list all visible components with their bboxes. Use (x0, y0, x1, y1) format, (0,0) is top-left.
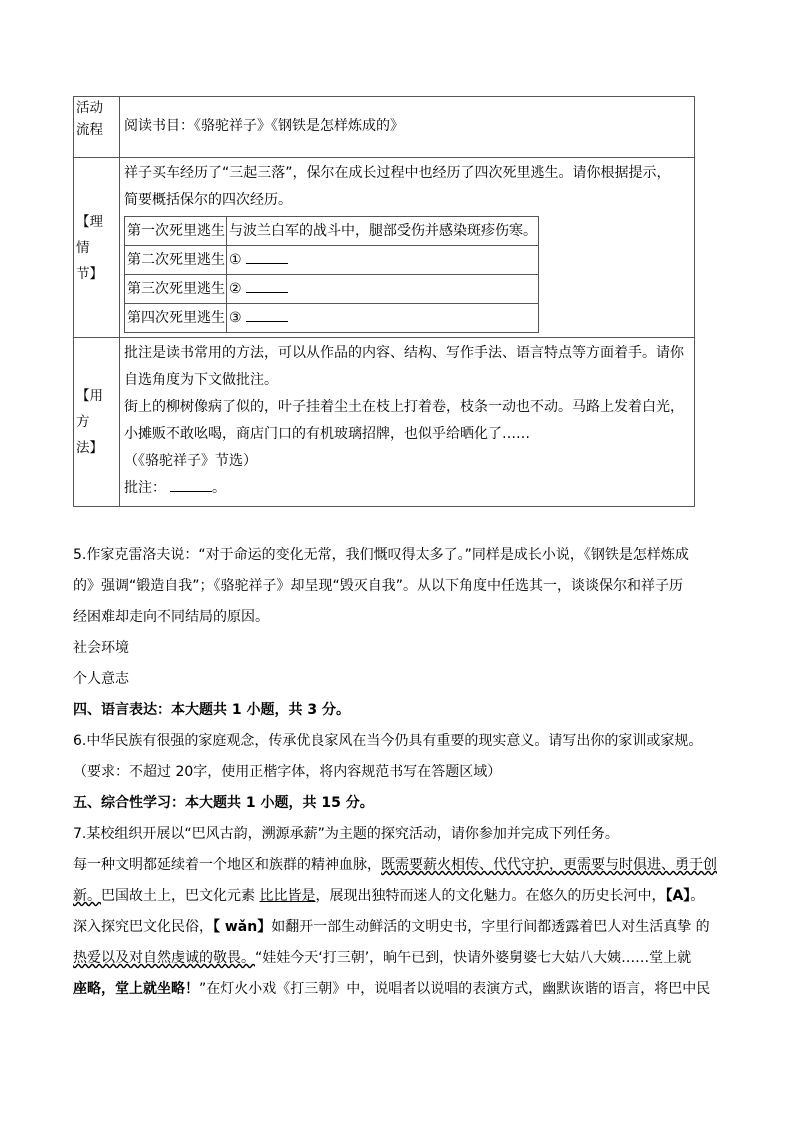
escape-name: 第三次死里逃生 (125, 275, 227, 304)
label-line: 【用 (76, 388, 103, 404)
escapes-table (124, 216, 539, 333)
escape-answer-cell (227, 246, 539, 275)
plot-intro-line: 简要概括保尔的四次经历。 (124, 192, 292, 208)
q7-text: 如翻开一部生动鲜活的文明史书，字里行间都透露着巴人对生活真挚 的 (271, 919, 710, 935)
table-row (125, 304, 539, 333)
row-label-activity-flow (74, 97, 120, 158)
label-line: 方 (76, 414, 90, 430)
question-7 (73, 819, 723, 1005)
label-line: 情 (76, 239, 90, 256)
section-4-heading: 四、语言表达：本大题共 1 小题，共 3 分。 (73, 702, 350, 718)
q5-line: 的》强调“锻造自我”；《骆驼祥子》却呈现“毁灭自我”。从以下角度中任选其一，谈谈保尔和祥子历 (73, 578, 684, 594)
question-5 (73, 540, 723, 695)
q7-paragraph-line (73, 912, 723, 943)
escape-desc: 与波兰白军的战斗中，腿部受伤并感染斑疹伤寒。 (227, 217, 539, 246)
excerpt-line: 街上的柳树像病了似的，叶子挂着尘土在枝上打着卷，枝条一动也不动。马路上发着白光， (124, 399, 684, 415)
label-line: 流程 (76, 122, 103, 138)
reading-list-cell (120, 97, 695, 158)
escape-name: 第一次死里逃生 (125, 217, 227, 246)
label-line: 法】 (76, 440, 103, 456)
row-label-method (74, 338, 120, 507)
escape-answer-cell (227, 275, 539, 304)
reading-activity-table (73, 96, 695, 507)
q6-line: 6.中华民族有很强的家庭观念，传承优良家风在当今仍具有重要的现实意义。请写出你的家训或家规。 (73, 733, 703, 749)
annotation-blank[interactable] (170, 477, 212, 492)
answer-blank[interactable] (246, 249, 288, 264)
q7-text: “娃娃今天‘打三朝’，晌午已到，快请外婆舅婆七大姑八大姨……堂上就 (255, 950, 692, 966)
table-row (125, 246, 539, 275)
q7-line: 7.某校组织开展以“巴风古韵，溯源承薪”为主题的探究活动，请你参加并完成下列任务。 (73, 826, 619, 842)
q7-text: 巴国故土上，巴文化元素 (101, 888, 260, 904)
annotation-line (124, 475, 690, 502)
annotation-cell (120, 338, 695, 507)
label-line: 节】 (76, 265, 103, 282)
q7-bold-text: 座略，堂上就坐略！ (73, 981, 199, 997)
q7-paragraph-line (73, 881, 723, 912)
q7-blank-a: 【A】 (665, 888, 691, 904)
answer-blank[interactable] (246, 278, 288, 293)
annotation-prefix: 批注： (124, 480, 166, 496)
question-6 (73, 726, 723, 788)
q7-text: ”在灯火小戏《打三朝》中，说唱者以说唱的表演方式，幽默诙谐的语言，将巴中民 (199, 981, 711, 997)
table-row (74, 158, 695, 338)
q5-line: 5.作家克雷洛夫说：“对于命运的变化无常，我们慨叹得太多了。”同样是成长小说，《钢铁是怎样炼成 (73, 547, 689, 563)
escape-name: 第二次死里逃生 (125, 246, 227, 275)
excerpt-line: 小摊贩不敢吆喝，商店门口的有机玻璃招牌，也似乎给晒化了…… (124, 426, 530, 442)
q7-paragraph-line (73, 850, 723, 881)
label-line: 【理 (76, 213, 103, 230)
answer-blank[interactable] (246, 307, 288, 322)
q5-option: 社会环境 (73, 640, 129, 656)
plot-intro-line: 祥子买车经历了“三起三落”，保尔在成长过程中也经历了四次死里逃生。请你根据提示， (124, 165, 671, 181)
q7-paragraph-line (73, 943, 723, 974)
q7-wavy-text: 既需要薪火相传、代代守护，更需要与时俱进、勇于创 (381, 857, 717, 873)
table-row (74, 338, 695, 507)
q7-paragraph-line (73, 974, 723, 1005)
table-row (125, 275, 539, 304)
plot-cell (120, 158, 695, 338)
answer-marker: ② (229, 281, 242, 297)
table-row (125, 217, 539, 246)
escape-name: 第四次死里逃生 (125, 304, 227, 333)
q7-text: 每一种文明都延续着一个地区和族群的精神血脉， (73, 857, 381, 873)
q7-underlined-idiom: 比比皆是 (259, 888, 316, 904)
q5-line: 经困难却走向不同结局的原因。 (73, 609, 269, 625)
q7-text: 深入探究巴文化民俗， (73, 919, 213, 935)
escape-answer-cell (227, 304, 539, 333)
row-label-plot (74, 158, 120, 338)
q7-text: ，展现出独特而迷人的文化魅力。在悠久的历史长河中， (315, 888, 666, 904)
answer-marker: ③ (229, 310, 242, 326)
excerpt-source: （《骆驼祥子》节选） (124, 453, 257, 469)
annotation-suffix: 。 (212, 480, 226, 496)
label-line: 活动 (76, 100, 103, 116)
section-5-heading: 五、综合性学习：本大题共 1 小题，共 15 分。 (73, 795, 374, 811)
table-row (74, 97, 695, 158)
answer-marker: ① (229, 252, 242, 268)
method-line: 自选角度为下文做批注。 (124, 372, 278, 388)
q7-text: 。 (690, 888, 705, 904)
q7-pinyin-blank: 【 wǎn】 (213, 919, 272, 935)
q6-line: （要求：不超过 20字，使用正楷字体，将内容规范书写在答题区域） (73, 764, 502, 780)
q7-wavy-text: 新。 (73, 888, 101, 904)
q5-option: 个人意志 (73, 671, 129, 687)
method-line: 批注是读书常用的方法，可以从作品的内容、结构、写作手法、语言特点等方面着手。请你 (124, 345, 684, 361)
q7-wavy-text: 热爱以及对自然虔诚的敬畏。 (73, 950, 255, 966)
reading-list-text: 阅读书目：《骆驼祥子》《钢铁是怎样炼成的》 (124, 117, 404, 134)
